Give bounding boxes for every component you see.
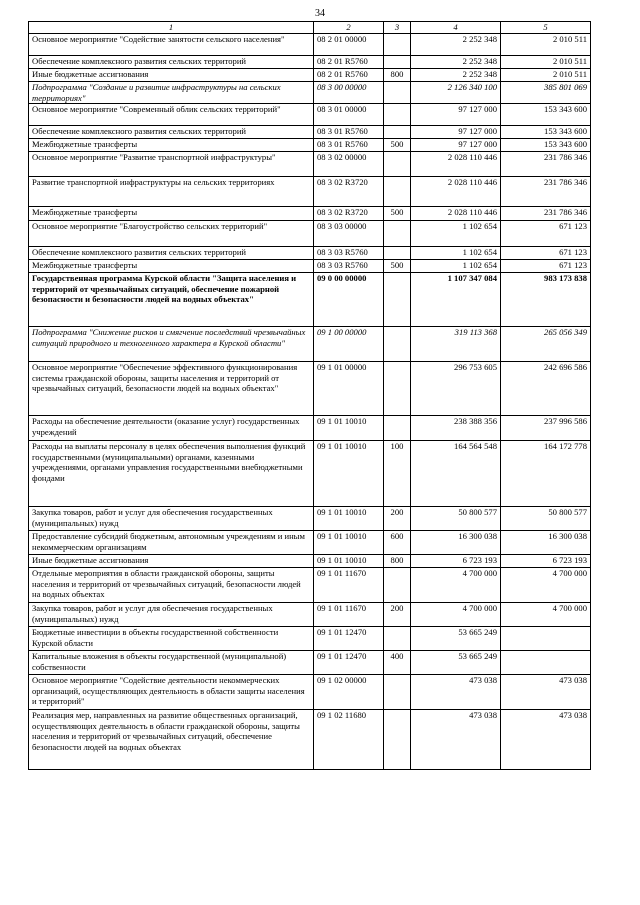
row-name-cell: Основное мероприятие "Обеспечение эффективного функционирования системы гражданской обороны, защиты населения и территорий от чрезвычайных ситуаций, безопасности людей на водных объектах" — [29, 362, 314, 416]
table-row — [29, 327, 591, 362]
row-amount-year1: 2 028 110 446 — [411, 152, 501, 177]
table-row — [29, 126, 591, 139]
row-name-cell: Обеспечение комплексного развития сельских территорий — [29, 56, 314, 69]
row-name-cell: Подпрограмма "Снижение рисков и смягчение последствий чрезвычайных ситуаций природного и техногенного характера в Курской области" — [29, 327, 314, 362]
row-name-cell: Предоставление субсидий бюджетным, автономным учреждениям и иным некоммерческим организациям — [29, 531, 314, 555]
row-code-cell: 08 3 03 R5760 — [314, 247, 384, 260]
row-name-cell: Расходы на выплаты персоналу в целях обеспечения выполнения функций государственными (муниципальными) органами, казенными учреждениями, органами управления государственными внебюджетными фондами — [29, 441, 314, 507]
row-amount-year2: 231 786 346 — [501, 152, 591, 177]
row-code-cell: 09 1 01 10010 — [314, 507, 384, 531]
row-amount-year1: 1 102 654 — [411, 260, 501, 273]
row-amount-year2: 2 010 511 — [501, 34, 591, 56]
row-code-cell: 08 3 01 R5760 — [314, 126, 384, 139]
row-amount-year2: 237 996 586 — [501, 416, 591, 441]
column-header-code: 2 — [314, 22, 384, 34]
row-amount-year2: 153 343 600 — [501, 104, 591, 126]
row-name-cell: Иные бюджетные ассигнования — [29, 69, 314, 82]
row-amount-year1: 6 723 193 — [411, 555, 501, 568]
table-row — [29, 104, 591, 126]
column-header-name: 1 — [29, 22, 314, 34]
row-amount-year1: 296 753 605 — [411, 362, 501, 416]
row-name-cell: Реализация мер, направленных на развитие общественных организаций, осуществляющих деятельность в области гражданской обороны, защиты населения и территорий от чрезвычайных ситуаций, обеспечение безопасности людей на водных объектах — [29, 710, 314, 770]
table-row — [29, 603, 591, 627]
row-amount-year2: 2 010 511 — [501, 56, 591, 69]
row-amount-year1: 319 113 368 — [411, 327, 501, 362]
row-code-cell: 08 3 03 R5760 — [314, 260, 384, 273]
row-type-cell: 600 — [384, 531, 411, 555]
row-name-cell: Основное мероприятие "Развитие транспортной инфраструктуры" — [29, 152, 314, 177]
page-number: 34 — [315, 8, 325, 19]
row-amount-year1: 97 127 000 — [411, 126, 501, 139]
row-amount-year2: 50 800 577 — [501, 507, 591, 531]
row-name-cell: Основное мероприятие "Содействие занятости сельского населения" — [29, 34, 314, 56]
row-code-cell: 09 1 01 10010 — [314, 416, 384, 441]
row-type-cell — [384, 221, 411, 247]
row-type-cell — [384, 104, 411, 126]
budget-table — [28, 21, 591, 770]
row-code-cell: 08 2 01 R5760 — [314, 69, 384, 82]
row-type-cell — [384, 710, 411, 770]
row-name-cell: Обеспечение комплексного развития сельских территорий — [29, 126, 314, 139]
table-row — [29, 362, 591, 416]
row-amount-year2: 153 343 600 — [501, 139, 591, 152]
table-row — [29, 441, 591, 507]
table-row — [29, 531, 591, 555]
row-amount-year2: 153 343 600 — [501, 126, 591, 139]
row-name-cell: Подпрограмма "Создание и развитие инфраструктуры на сельских территориях" — [29, 82, 314, 104]
row-code-cell: 09 1 01 10010 — [314, 531, 384, 555]
row-type-cell — [384, 627, 411, 651]
row-type-cell: 500 — [384, 260, 411, 273]
row-code-cell: 09 1 01 11670 — [314, 568, 384, 603]
row-type-cell: 800 — [384, 69, 411, 82]
row-amount-year2: 473 038 — [501, 710, 591, 770]
row-name-cell: Основное мероприятие "Современный облик сельских территорий" — [29, 104, 314, 126]
row-code-cell: 08 3 01 R5760 — [314, 139, 384, 152]
row-code-cell: 09 1 01 12470 — [314, 651, 384, 675]
row-amount-year2 — [501, 627, 591, 651]
row-code-cell: 08 2 01 00000 — [314, 34, 384, 56]
row-amount-year2: 2 010 511 — [501, 69, 591, 82]
row-type-cell: 500 — [384, 139, 411, 152]
row-name-cell: Основное мероприятие "Содействие деятельности некоммерческих организаций, осуществляющих деятельность в области защиты населения и территорий" — [29, 675, 314, 710]
row-amount-year1: 50 800 577 — [411, 507, 501, 531]
table-row — [29, 221, 591, 247]
row-type-cell — [384, 327, 411, 362]
row-name-cell: Основное мероприятие "Благоустройство сельских территорий" — [29, 221, 314, 247]
table-row — [29, 139, 591, 152]
row-amount-year2: 265 056 349 — [501, 327, 591, 362]
row-code-cell: 09 1 00 00000 — [314, 327, 384, 362]
row-amount-year1: 53 665 249 — [411, 627, 501, 651]
row-name-cell: Межбюджетные трансферты — [29, 260, 314, 273]
row-name-cell: Расходы на обеспечение деятельности (оказание услуг) государственных учреждений — [29, 416, 314, 441]
row-amount-year2: 231 786 346 — [501, 207, 591, 221]
row-type-cell — [384, 126, 411, 139]
table-row — [29, 260, 591, 273]
row-type-cell — [384, 82, 411, 104]
row-type-cell: 400 — [384, 651, 411, 675]
row-type-cell — [384, 273, 411, 327]
row-code-cell: 08 3 02 R3720 — [314, 177, 384, 207]
row-amount-year2: 4 700 000 — [501, 603, 591, 627]
table-row — [29, 710, 591, 770]
row-amount-year1: 164 564 548 — [411, 441, 501, 507]
table-row — [29, 247, 591, 260]
row-type-cell — [384, 34, 411, 56]
table-row — [29, 507, 591, 531]
row-amount-year1: 1 102 654 — [411, 221, 501, 247]
row-amount-year1: 2 126 340 100 — [411, 82, 501, 104]
row-name-cell: Иные бюджетные ассигнования — [29, 555, 314, 568]
row-amount-year2: 671 123 — [501, 221, 591, 247]
row-code-cell: 09 1 01 12470 — [314, 627, 384, 651]
row-amount-year1: 473 038 — [411, 710, 501, 770]
table-row — [29, 416, 591, 441]
row-amount-year2: 983 173 838 — [501, 273, 591, 327]
table-row — [29, 82, 591, 104]
table-row — [29, 207, 591, 221]
row-name-cell: Межбюджетные трансферты — [29, 139, 314, 152]
row-type-cell: 200 — [384, 603, 411, 627]
row-name-cell: Бюджетные инвестиции в объекты государственной собственности Курской области — [29, 627, 314, 651]
table-header-row — [29, 22, 591, 34]
table-row — [29, 651, 591, 675]
row-type-cell — [384, 568, 411, 603]
row-amount-year2: 164 172 778 — [501, 441, 591, 507]
table-row — [29, 152, 591, 177]
row-code-cell: 09 1 01 10010 — [314, 555, 384, 568]
column-header-type: 3 — [384, 22, 411, 34]
row-amount-year1: 2 028 110 446 — [411, 207, 501, 221]
row-amount-year1: 1 102 654 — [411, 247, 501, 260]
row-amount-year2 — [501, 651, 591, 675]
row-code-cell: 09 0 00 00000 — [314, 273, 384, 327]
row-code-cell: 09 1 01 11670 — [314, 603, 384, 627]
row-amount-year2: 4 700 000 — [501, 568, 591, 603]
row-code-cell: 08 3 01 00000 — [314, 104, 384, 126]
row-type-cell — [384, 247, 411, 260]
table-row — [29, 69, 591, 82]
row-name-cell: Закупка товаров, работ и услуг для обеспечения государственных (муниципальных) нужд — [29, 507, 314, 531]
row-name-cell: Обеспечение комплексного развития сельских территорий — [29, 247, 314, 260]
table-row — [29, 675, 591, 710]
row-name-cell: Развитие транспортной инфраструктуры на сельских территориях — [29, 177, 314, 207]
row-name-cell: Отдельные мероприятия в области гражданской обороны, защиты населения и территорий от чрезвычайных ситуаций, безопасности людей на водных объектах — [29, 568, 314, 603]
table-row — [29, 555, 591, 568]
column-header-year2: 5 — [501, 22, 591, 34]
row-type-cell: 500 — [384, 207, 411, 221]
row-name-cell: Закупка товаров, работ и услуг для обеспечения государственных (муниципальных) нужд — [29, 603, 314, 627]
row-code-cell: 08 3 00 00000 — [314, 82, 384, 104]
row-amount-year1: 2 252 348 — [411, 34, 501, 56]
row-code-cell: 09 1 01 10010 — [314, 441, 384, 507]
table-row — [29, 627, 591, 651]
row-code-cell: 08 3 02 00000 — [314, 152, 384, 177]
row-amount-year1: 473 038 — [411, 675, 501, 710]
table-row — [29, 56, 591, 69]
row-type-cell — [384, 56, 411, 69]
row-amount-year1: 2 252 348 — [411, 69, 501, 82]
row-amount-year2: 671 123 — [501, 260, 591, 273]
column-header-year1: 4 — [411, 22, 501, 34]
row-amount-year1: 1 107 347 084 — [411, 273, 501, 327]
row-amount-year1: 16 300 038 — [411, 531, 501, 555]
table-row — [29, 273, 591, 327]
row-code-cell: 09 1 02 00000 — [314, 675, 384, 710]
row-amount-year1: 2 028 110 446 — [411, 177, 501, 207]
row-code-cell: 09 1 02 11680 — [314, 710, 384, 770]
row-amount-year2: 385 801 069 — [501, 82, 591, 104]
row-name-cell: Государственная программа Курской области "Защита населения и территорий от чрезвычайных ситуаций, обеспечение пожарной безопасности и безопасности людей на водных объектах" — [29, 273, 314, 327]
row-amount-year1: 238 388 356 — [411, 416, 501, 441]
row-amount-year2: 6 723 193 — [501, 555, 591, 568]
table-row — [29, 34, 591, 56]
row-amount-year1: 97 127 000 — [411, 139, 501, 152]
row-code-cell: 08 2 01 R5760 — [314, 56, 384, 69]
row-type-cell — [384, 675, 411, 710]
row-amount-year2: 231 786 346 — [501, 177, 591, 207]
row-type-cell — [384, 416, 411, 441]
row-name-cell: Капитальные вложения в объекты государственной (муниципальной) собственности — [29, 651, 314, 675]
row-type-cell — [384, 362, 411, 416]
row-type-cell — [384, 152, 411, 177]
table-row — [29, 177, 591, 207]
row-amount-year2: 242 696 586 — [501, 362, 591, 416]
row-amount-year2: 473 038 — [501, 675, 591, 710]
row-type-cell — [384, 177, 411, 207]
row-amount-year1: 2 252 348 — [411, 56, 501, 69]
table-row — [29, 568, 591, 603]
row-amount-year1: 4 700 000 — [411, 603, 501, 627]
row-code-cell: 08 3 02 R3720 — [314, 207, 384, 221]
row-amount-year1: 53 665 249 — [411, 651, 501, 675]
row-amount-year1: 4 700 000 — [411, 568, 501, 603]
row-amount-year1: 97 127 000 — [411, 104, 501, 126]
row-code-cell: 08 3 03 00000 — [314, 221, 384, 247]
row-amount-year2: 16 300 038 — [501, 531, 591, 555]
row-type-cell: 800 — [384, 555, 411, 568]
row-code-cell: 09 1 01 00000 — [314, 362, 384, 416]
row-type-cell: 200 — [384, 507, 411, 531]
row-amount-year2: 671 123 — [501, 247, 591, 260]
row-type-cell: 100 — [384, 441, 411, 507]
row-name-cell: Межбюджетные трансферты — [29, 207, 314, 221]
